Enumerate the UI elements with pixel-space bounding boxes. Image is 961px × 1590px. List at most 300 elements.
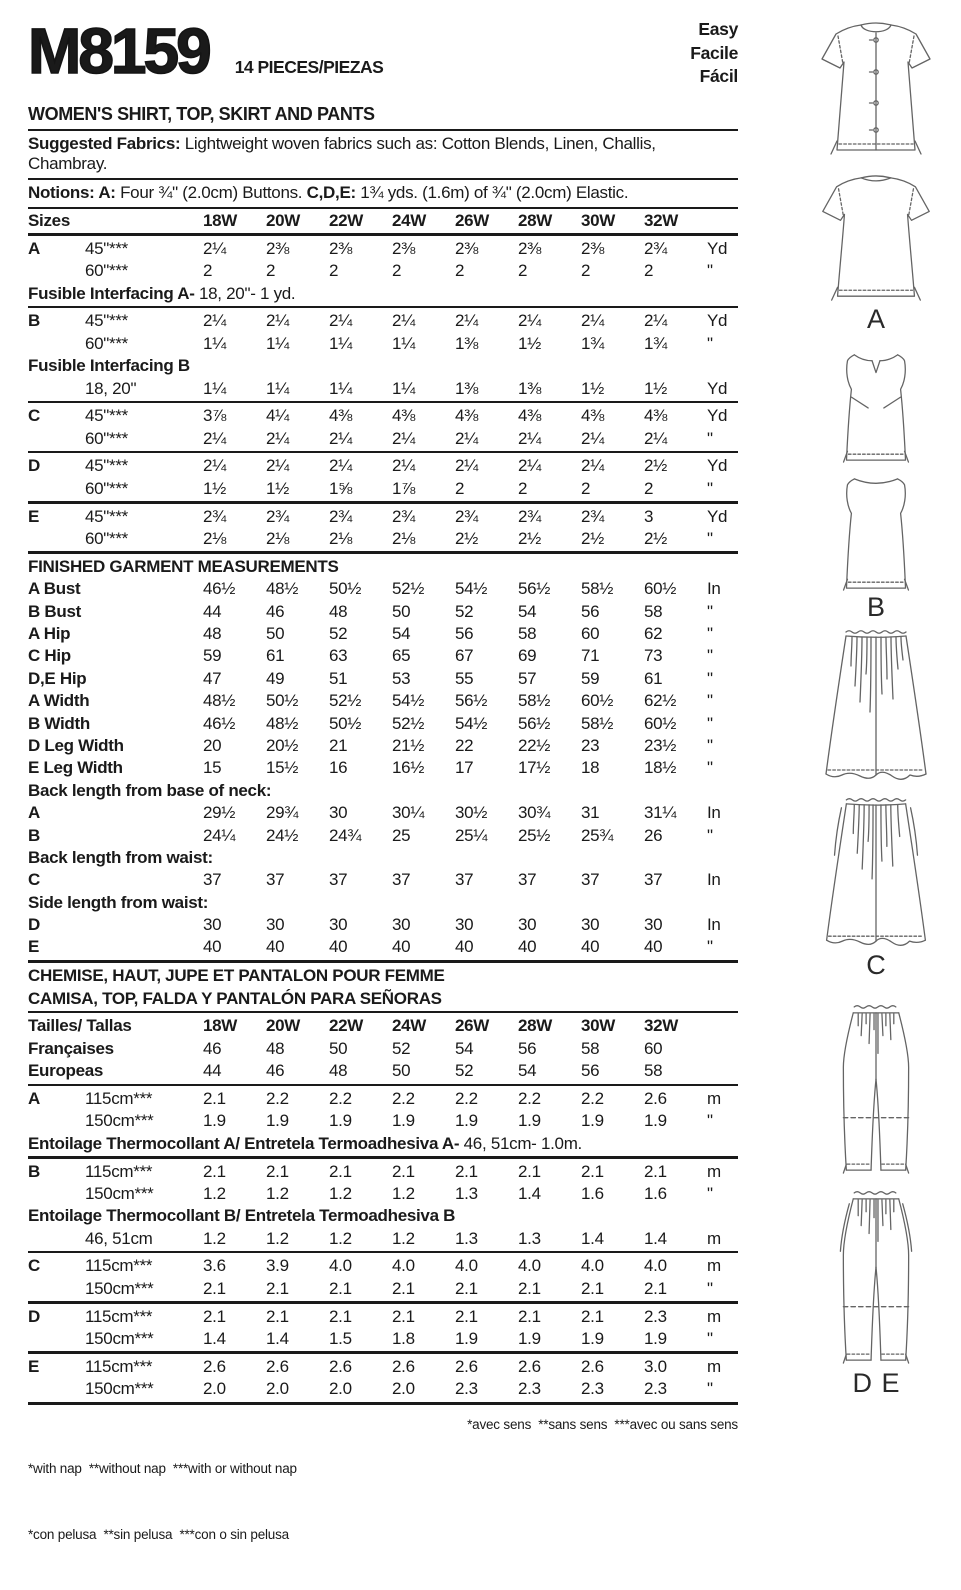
top-b-back-drawing xyxy=(820,472,932,594)
table-rule xyxy=(28,1156,738,1158)
yardage-table xyxy=(28,210,738,1405)
cell-value: 46½ xyxy=(203,713,236,733)
table-row xyxy=(28,869,738,891)
cell-view-letter xyxy=(28,1110,85,1132)
cell-value: 1⅞ xyxy=(392,478,416,498)
cell-value: 31¼ xyxy=(644,803,677,823)
cell-value: 50 xyxy=(329,1038,348,1058)
cell-value: 30W xyxy=(581,211,616,230)
cell-value: 47 xyxy=(203,668,222,688)
cell-value: 2.2 xyxy=(392,1088,415,1108)
cell-value: 2¼ xyxy=(266,456,290,476)
cell-unit: In xyxy=(707,579,721,599)
cell-value: 69 xyxy=(518,646,537,666)
cell-value: 52½ xyxy=(392,579,425,599)
cell-value: 2⅜ xyxy=(266,238,290,258)
cell-value: 1.2 xyxy=(329,1183,352,1203)
heading-segment: 46, 51cm- 1.0m. xyxy=(459,1133,582,1153)
cell-value: 61 xyxy=(644,668,663,688)
table-row xyxy=(28,378,738,400)
cell-value: 48 xyxy=(203,623,222,643)
cell-value: 2.1 xyxy=(266,1161,289,1181)
cell-value: 2⅜ xyxy=(329,238,353,258)
cell-row-label: E Leg Width xyxy=(28,758,123,778)
cell-value: 3 xyxy=(644,506,654,526)
cell-fabric-width: 150cm*** xyxy=(85,1379,154,1399)
cell-value: 2.3 xyxy=(644,1306,667,1326)
cell-value: 30 xyxy=(203,915,222,935)
difficulty-easy: Easy xyxy=(698,19,738,39)
cell-value: 54 xyxy=(455,1038,474,1058)
cell-value: 18W xyxy=(203,1016,238,1036)
cell-value: 17 xyxy=(455,758,474,778)
cell-value: 51 xyxy=(329,668,348,688)
cell-value: 2.0 xyxy=(203,1379,226,1399)
cell-unit: " xyxy=(707,623,713,643)
cell-value: 37 xyxy=(266,870,285,890)
cell-fabric-width: 45"*** xyxy=(85,311,128,331)
cell-value: 4⅜ xyxy=(392,406,416,426)
shirt-a-front-drawing xyxy=(814,18,938,166)
cell-value: 2½ xyxy=(644,456,668,476)
cell-fabric-width xyxy=(85,936,203,958)
cell-fabric-width: 60"*** xyxy=(85,428,128,448)
cell-value: 30 xyxy=(266,915,285,935)
cell-value: 1¼ xyxy=(203,333,227,353)
cell-value: 28W xyxy=(518,1016,553,1036)
table-row xyxy=(28,1278,738,1300)
cell-value: 28W xyxy=(518,211,553,230)
cell-value: 1.3 xyxy=(518,1228,541,1248)
cell-value: 2.1 xyxy=(329,1306,352,1326)
heading-segment: CHEMISE, HAUT, JUPE ET PANTALON POUR FEMME xyxy=(28,966,445,986)
cell-value: 20W xyxy=(266,1016,301,1036)
cell-value: 2¾ xyxy=(518,506,542,526)
cell-value: 2.6 xyxy=(581,1356,604,1376)
suggested-fabrics-line xyxy=(28,131,738,180)
cell-value: 3.9 xyxy=(266,1256,289,1276)
table-row xyxy=(28,1255,738,1277)
cell-value: 1.2 xyxy=(392,1183,415,1203)
table-rule xyxy=(28,233,738,235)
cell-unit: " xyxy=(707,668,713,688)
cell-value: 60½ xyxy=(581,691,614,711)
cell-fabric-width: 45"*** xyxy=(85,456,128,476)
cell-value: 23 xyxy=(581,735,600,755)
cell-value: 29½ xyxy=(203,803,236,823)
cell-value: 48 xyxy=(329,601,348,621)
table-row xyxy=(28,1356,738,1378)
cell-value: 2.2 xyxy=(518,1088,541,1108)
cell-value: 71 xyxy=(581,646,600,666)
cell-value: 30 xyxy=(455,915,474,935)
cell-unit: " xyxy=(707,758,713,778)
skirt-c-back-drawing xyxy=(812,792,940,952)
cell-value: 50 xyxy=(392,1061,411,1081)
cell-value: 1¾ xyxy=(644,333,668,353)
shirt-a-back-illustration xyxy=(814,172,938,310)
cell-row-label: Tailles/ Tallas xyxy=(28,1016,132,1036)
cell-value: 2.6 xyxy=(392,1356,415,1376)
cell-value: 2 xyxy=(455,261,465,281)
cell-unit: " xyxy=(707,713,713,733)
cell-value: 62 xyxy=(644,623,663,643)
cell-value: 30 xyxy=(329,803,348,823)
cell-value: 1.9 xyxy=(581,1111,604,1131)
cell-unit: " xyxy=(707,646,713,666)
cell-unit: Yd xyxy=(707,238,728,258)
cell-value: 2.1 xyxy=(581,1278,604,1298)
table-rule xyxy=(28,306,738,308)
table-row xyxy=(28,601,738,623)
cell-value: 37 xyxy=(329,870,348,890)
cell-unit: In xyxy=(707,803,721,823)
table-rule xyxy=(28,1301,738,1303)
cell-value: 1.9 xyxy=(266,1111,289,1131)
cell-value: 73 xyxy=(644,646,663,666)
table-rule xyxy=(28,551,738,553)
cell-value: 1¼ xyxy=(329,378,353,398)
cell-fabric-width: 45"*** xyxy=(85,506,128,526)
cell-fabric-width: 46, 51cm xyxy=(85,1228,153,1248)
cell-value: 2.3 xyxy=(455,1379,478,1399)
cell-fabric-width xyxy=(85,802,203,824)
cell-row-label: A Width xyxy=(28,691,90,711)
table-row xyxy=(28,1161,738,1183)
notions-text: Four ¾" (2.0cm) Buttons. xyxy=(120,183,307,202)
cell-value: 1¾ xyxy=(581,333,605,353)
cell-value: 2¼ xyxy=(329,428,353,448)
cell-view-letter xyxy=(28,1228,85,1250)
cell-value: 58 xyxy=(644,601,663,621)
cell-value: 15 xyxy=(203,758,222,778)
heading-segment: 18, 20"- 1 yd. xyxy=(194,283,296,303)
cell-value: 4.0 xyxy=(392,1256,415,1276)
cell-value: 58 xyxy=(581,1038,600,1058)
cell-value: 24¾ xyxy=(329,825,362,845)
cell-row-label: Françaises xyxy=(28,1038,114,1058)
cell-value: 4.0 xyxy=(518,1256,541,1276)
cell-value: 2.2 xyxy=(329,1088,352,1108)
table-section-heading xyxy=(28,780,738,802)
pants-de-front-drawing xyxy=(816,1000,936,1178)
cell-value: 17½ xyxy=(518,758,551,778)
table-row xyxy=(28,333,738,355)
cell-value: 22½ xyxy=(518,735,551,755)
cell-fabric-width: 115cm*** xyxy=(85,1088,153,1108)
cell-value: 1.9 xyxy=(392,1111,415,1131)
cell-fabric-width: 150cm*** xyxy=(85,1111,154,1131)
cell-value: 30½ xyxy=(455,803,488,823)
table-row xyxy=(28,478,738,500)
cell-value: 1.6 xyxy=(644,1183,667,1203)
cell-value: 2¼ xyxy=(266,428,290,448)
cell-value: 54 xyxy=(518,1061,537,1081)
cell-value: 2⅜ xyxy=(581,238,605,258)
cell-value: 22W xyxy=(329,1016,364,1036)
table-row xyxy=(28,690,738,712)
notions-line xyxy=(28,180,738,209)
cell-fabric-width: 115cm*** xyxy=(85,1256,153,1276)
cell-value: 25 xyxy=(392,825,411,845)
notions-text: Notions: A: xyxy=(28,183,121,202)
cell-value: 52½ xyxy=(392,713,425,733)
top-b-front-drawing xyxy=(820,346,932,466)
table-section-heading xyxy=(28,847,738,869)
cell-value: 2¼ xyxy=(329,311,353,331)
cell-row-label: Sizes xyxy=(28,211,70,230)
cell-value: 24W xyxy=(392,1016,427,1036)
cell-value: 2¼ xyxy=(455,311,479,331)
cell-value: 4⅜ xyxy=(581,406,605,426)
difficulty-facil: Fácil xyxy=(699,66,738,86)
cell-value: 3⅞ xyxy=(203,406,227,426)
cell-value: 40 xyxy=(266,937,285,957)
cell-value: 2.3 xyxy=(581,1379,604,1399)
table-rule xyxy=(28,960,738,963)
cell-value: 2¼ xyxy=(203,311,227,331)
cell-value: 1.4 xyxy=(581,1228,604,1248)
cell-unit: " xyxy=(707,333,713,353)
cell-value: 50 xyxy=(392,601,411,621)
cell-unit: " xyxy=(707,478,713,498)
cell-value: 1⅜ xyxy=(455,333,479,353)
table-section-heading xyxy=(28,355,738,377)
cell-value: 18½ xyxy=(644,758,677,778)
pieces-count: 14 PIECES/PIEZAS xyxy=(234,57,384,77)
heading-segment: Back length from waist: xyxy=(28,847,213,867)
cell-value: 2 xyxy=(329,261,339,281)
cell-value: 2.6 xyxy=(644,1088,667,1108)
cell-value: 26W xyxy=(455,1016,490,1036)
top-b-front-illustration xyxy=(820,346,932,466)
cell-value: 2½ xyxy=(581,529,605,549)
cell-value: 55 xyxy=(455,668,474,688)
cell-unit: m xyxy=(707,1306,721,1326)
cell-unit: " xyxy=(707,529,713,549)
table-section-heading xyxy=(28,988,738,1010)
table-row xyxy=(28,506,738,528)
table-row xyxy=(28,802,738,824)
table-section-heading xyxy=(28,1205,738,1227)
cell-value: 4⅜ xyxy=(518,406,542,426)
cell-value: 1.4 xyxy=(266,1329,289,1349)
cell-value: 2.1 xyxy=(518,1278,541,1298)
cell-value: 2¾ xyxy=(329,506,353,526)
cell-value: 40 xyxy=(644,937,663,957)
cell-value: 40 xyxy=(518,937,537,957)
cell-value: 56½ xyxy=(455,691,488,711)
cell-value: 2½ xyxy=(644,529,668,549)
cell-value: 2¾ xyxy=(203,506,227,526)
cell-view-letter xyxy=(28,1378,85,1400)
cell-value: 1¼ xyxy=(392,378,416,398)
cell-row-label: B Bust xyxy=(28,601,81,621)
cell-fabric-width: 150cm*** xyxy=(85,1183,154,1203)
illustration-label-c: C xyxy=(866,950,887,980)
cell-value: 56½ xyxy=(518,579,551,599)
cell-value: 2¼ xyxy=(266,311,290,331)
table-row xyxy=(28,623,738,645)
cell-value: 2 xyxy=(581,261,591,281)
cell-value: 60 xyxy=(644,1038,663,1058)
masthead xyxy=(28,12,738,100)
table-row xyxy=(28,528,738,550)
table-section-heading xyxy=(28,283,738,305)
cell-value: 16 xyxy=(329,758,348,778)
illustration-label-b: B xyxy=(866,592,886,622)
suggested-fabrics-text: Suggested Fabrics: xyxy=(28,134,185,153)
table-row xyxy=(28,310,738,332)
cell-value: 2¼ xyxy=(644,311,668,331)
cell-view-letter: E xyxy=(28,937,40,957)
cell-fabric-width: 115cm*** xyxy=(85,1356,153,1376)
cell-unit: In xyxy=(707,915,721,935)
cell-row-label: C Hip xyxy=(28,646,71,666)
table-row xyxy=(28,713,738,735)
cell-unit: " xyxy=(707,601,713,621)
table-row xyxy=(28,914,738,936)
cell-view-letter xyxy=(28,333,85,355)
heading-segment: Entoilage Thermocollant A/ Entretela Termoadhesiva A- xyxy=(28,1133,460,1153)
cell-value: 2¼ xyxy=(455,456,479,476)
table-rule xyxy=(28,501,738,503)
cell-value: 2.6 xyxy=(329,1356,352,1376)
cell-view-letter: E xyxy=(28,506,40,526)
cell-value: 54 xyxy=(392,623,411,643)
cell-value: 16½ xyxy=(392,758,425,778)
cell-view-letter xyxy=(28,478,85,500)
cell-value: 2.1 xyxy=(518,1306,541,1326)
cell-fabric-width: 60"*** xyxy=(85,478,128,498)
cell-value: 46 xyxy=(203,1038,222,1058)
heading-segment: Side length from waist: xyxy=(28,892,209,912)
cell-view-letter: A xyxy=(28,1088,40,1108)
cell-value: 1.9 xyxy=(329,1111,352,1131)
cell-value: 22W xyxy=(329,211,364,230)
cell-value: 2.1 xyxy=(455,1278,478,1298)
heading-segment: FINISHED GARMENT MEASUREMENTS xyxy=(28,556,339,576)
cell-value: 21½ xyxy=(392,735,425,755)
cell-value: 2 xyxy=(518,261,528,281)
cell-value: 1.2 xyxy=(266,1183,289,1203)
cell-fabric-width: 60"*** xyxy=(85,529,128,549)
cell-value: 2¾ xyxy=(455,506,479,526)
cell-value: 40 xyxy=(329,937,348,957)
cell-unit: m xyxy=(707,1356,721,1376)
cell-value: 2¾ xyxy=(581,506,605,526)
cell-value: 1½ xyxy=(581,378,605,398)
cell-value: 1⅜ xyxy=(518,378,542,398)
cell-value: 30 xyxy=(329,915,348,935)
table-section-heading xyxy=(28,1133,738,1155)
cell-value: 23½ xyxy=(644,735,677,755)
cell-value: 4¼ xyxy=(266,406,290,426)
cell-fabric-width xyxy=(85,825,203,847)
cell-value: 50½ xyxy=(329,713,362,733)
cell-unit xyxy=(707,1038,738,1060)
table-section-heading xyxy=(28,556,738,578)
table-rule xyxy=(28,401,738,403)
cell-value: 2 xyxy=(392,261,402,281)
cell-value: 1¼ xyxy=(266,333,290,353)
cell-value: 2¼ xyxy=(581,311,605,331)
cell-value: 59 xyxy=(581,668,600,688)
cell-view-letter xyxy=(28,428,85,450)
heading-segment: Fusible Interfacing B xyxy=(28,356,190,376)
cell-value: 2⅜ xyxy=(455,238,479,258)
cell-value: 59 xyxy=(203,646,222,666)
cell-value: 2¼ xyxy=(203,428,227,448)
cell-value: 15½ xyxy=(266,758,299,778)
cell-unit: In xyxy=(707,870,721,890)
cell-value: 1.3 xyxy=(455,1228,478,1248)
pants-de-back-drawing xyxy=(816,1186,936,1368)
cell-unit: Yd xyxy=(707,456,728,476)
cell-value: 4⅜ xyxy=(329,406,353,426)
cell-value: 24W xyxy=(392,211,427,230)
heading-segment: Entoilage Thermocollant B/ Entretela Termoadhesiva B xyxy=(28,1206,456,1226)
cell-fabric-width: 45"*** xyxy=(85,238,128,258)
table-row xyxy=(28,1378,738,1400)
cell-value: 1⅝ xyxy=(329,478,353,498)
cell-value: 2 xyxy=(644,261,654,281)
cell-row-label: Europeas xyxy=(28,1061,104,1081)
cell-value: 2 xyxy=(518,478,528,498)
cell-value: 2¼ xyxy=(581,428,605,448)
heading-segment: CAMISA, TOP, FALDA Y PANTALÓN PARA SEÑORAS xyxy=(28,988,442,1008)
cell-value: 2.1 xyxy=(329,1278,352,1298)
cell-value: 1.4 xyxy=(518,1183,541,1203)
cell-value: 29¾ xyxy=(266,803,299,823)
cell-value: 56½ xyxy=(518,713,551,733)
cell-value: 18 xyxy=(581,758,600,778)
cell-unit: " xyxy=(707,1278,713,1298)
cell-view-letter xyxy=(28,1328,85,1350)
cell-value: 58½ xyxy=(581,579,614,599)
cell-unit: Yd xyxy=(707,378,728,398)
cell-value: 2⅜ xyxy=(518,238,542,258)
cell-value: 2¼ xyxy=(518,428,542,448)
cell-value: 58 xyxy=(518,623,537,643)
cell-value: 53 xyxy=(392,668,411,688)
table-row xyxy=(28,1183,738,1205)
cell-unit xyxy=(707,210,738,232)
cell-value: 2.1 xyxy=(203,1161,226,1181)
suggested-fabrics-text: Lightweight woven fabrics such as: Cotton Blends, Linen, Challis, Chambray. xyxy=(28,134,661,173)
table-row xyxy=(28,936,738,958)
cell-value: 30¼ xyxy=(392,803,425,823)
cell-value: 1.2 xyxy=(392,1228,415,1248)
illustration-label-a: A xyxy=(866,304,886,334)
table-row xyxy=(28,260,738,282)
cell-unit: Yd xyxy=(707,406,728,426)
cell-unit: " xyxy=(707,428,713,448)
cell-value: 2.6 xyxy=(518,1356,541,1376)
cell-value: 30¾ xyxy=(518,803,551,823)
cell-value: 1.4 xyxy=(644,1228,667,1248)
cell-view-letter: A xyxy=(28,238,40,258)
cell-value: 37 xyxy=(203,870,222,890)
cell-unit: " xyxy=(707,825,713,845)
pants-de-back-illustration xyxy=(816,1186,936,1368)
cell-value: 1.9 xyxy=(644,1329,667,1349)
cell-value: 1.9 xyxy=(455,1111,478,1131)
cell-fabric-width: 150cm*** xyxy=(85,1278,154,1298)
skirt-c-front-drawing xyxy=(812,624,940,786)
cell-value: 2¼ xyxy=(203,238,227,258)
cell-value: 1.5 xyxy=(329,1329,352,1349)
